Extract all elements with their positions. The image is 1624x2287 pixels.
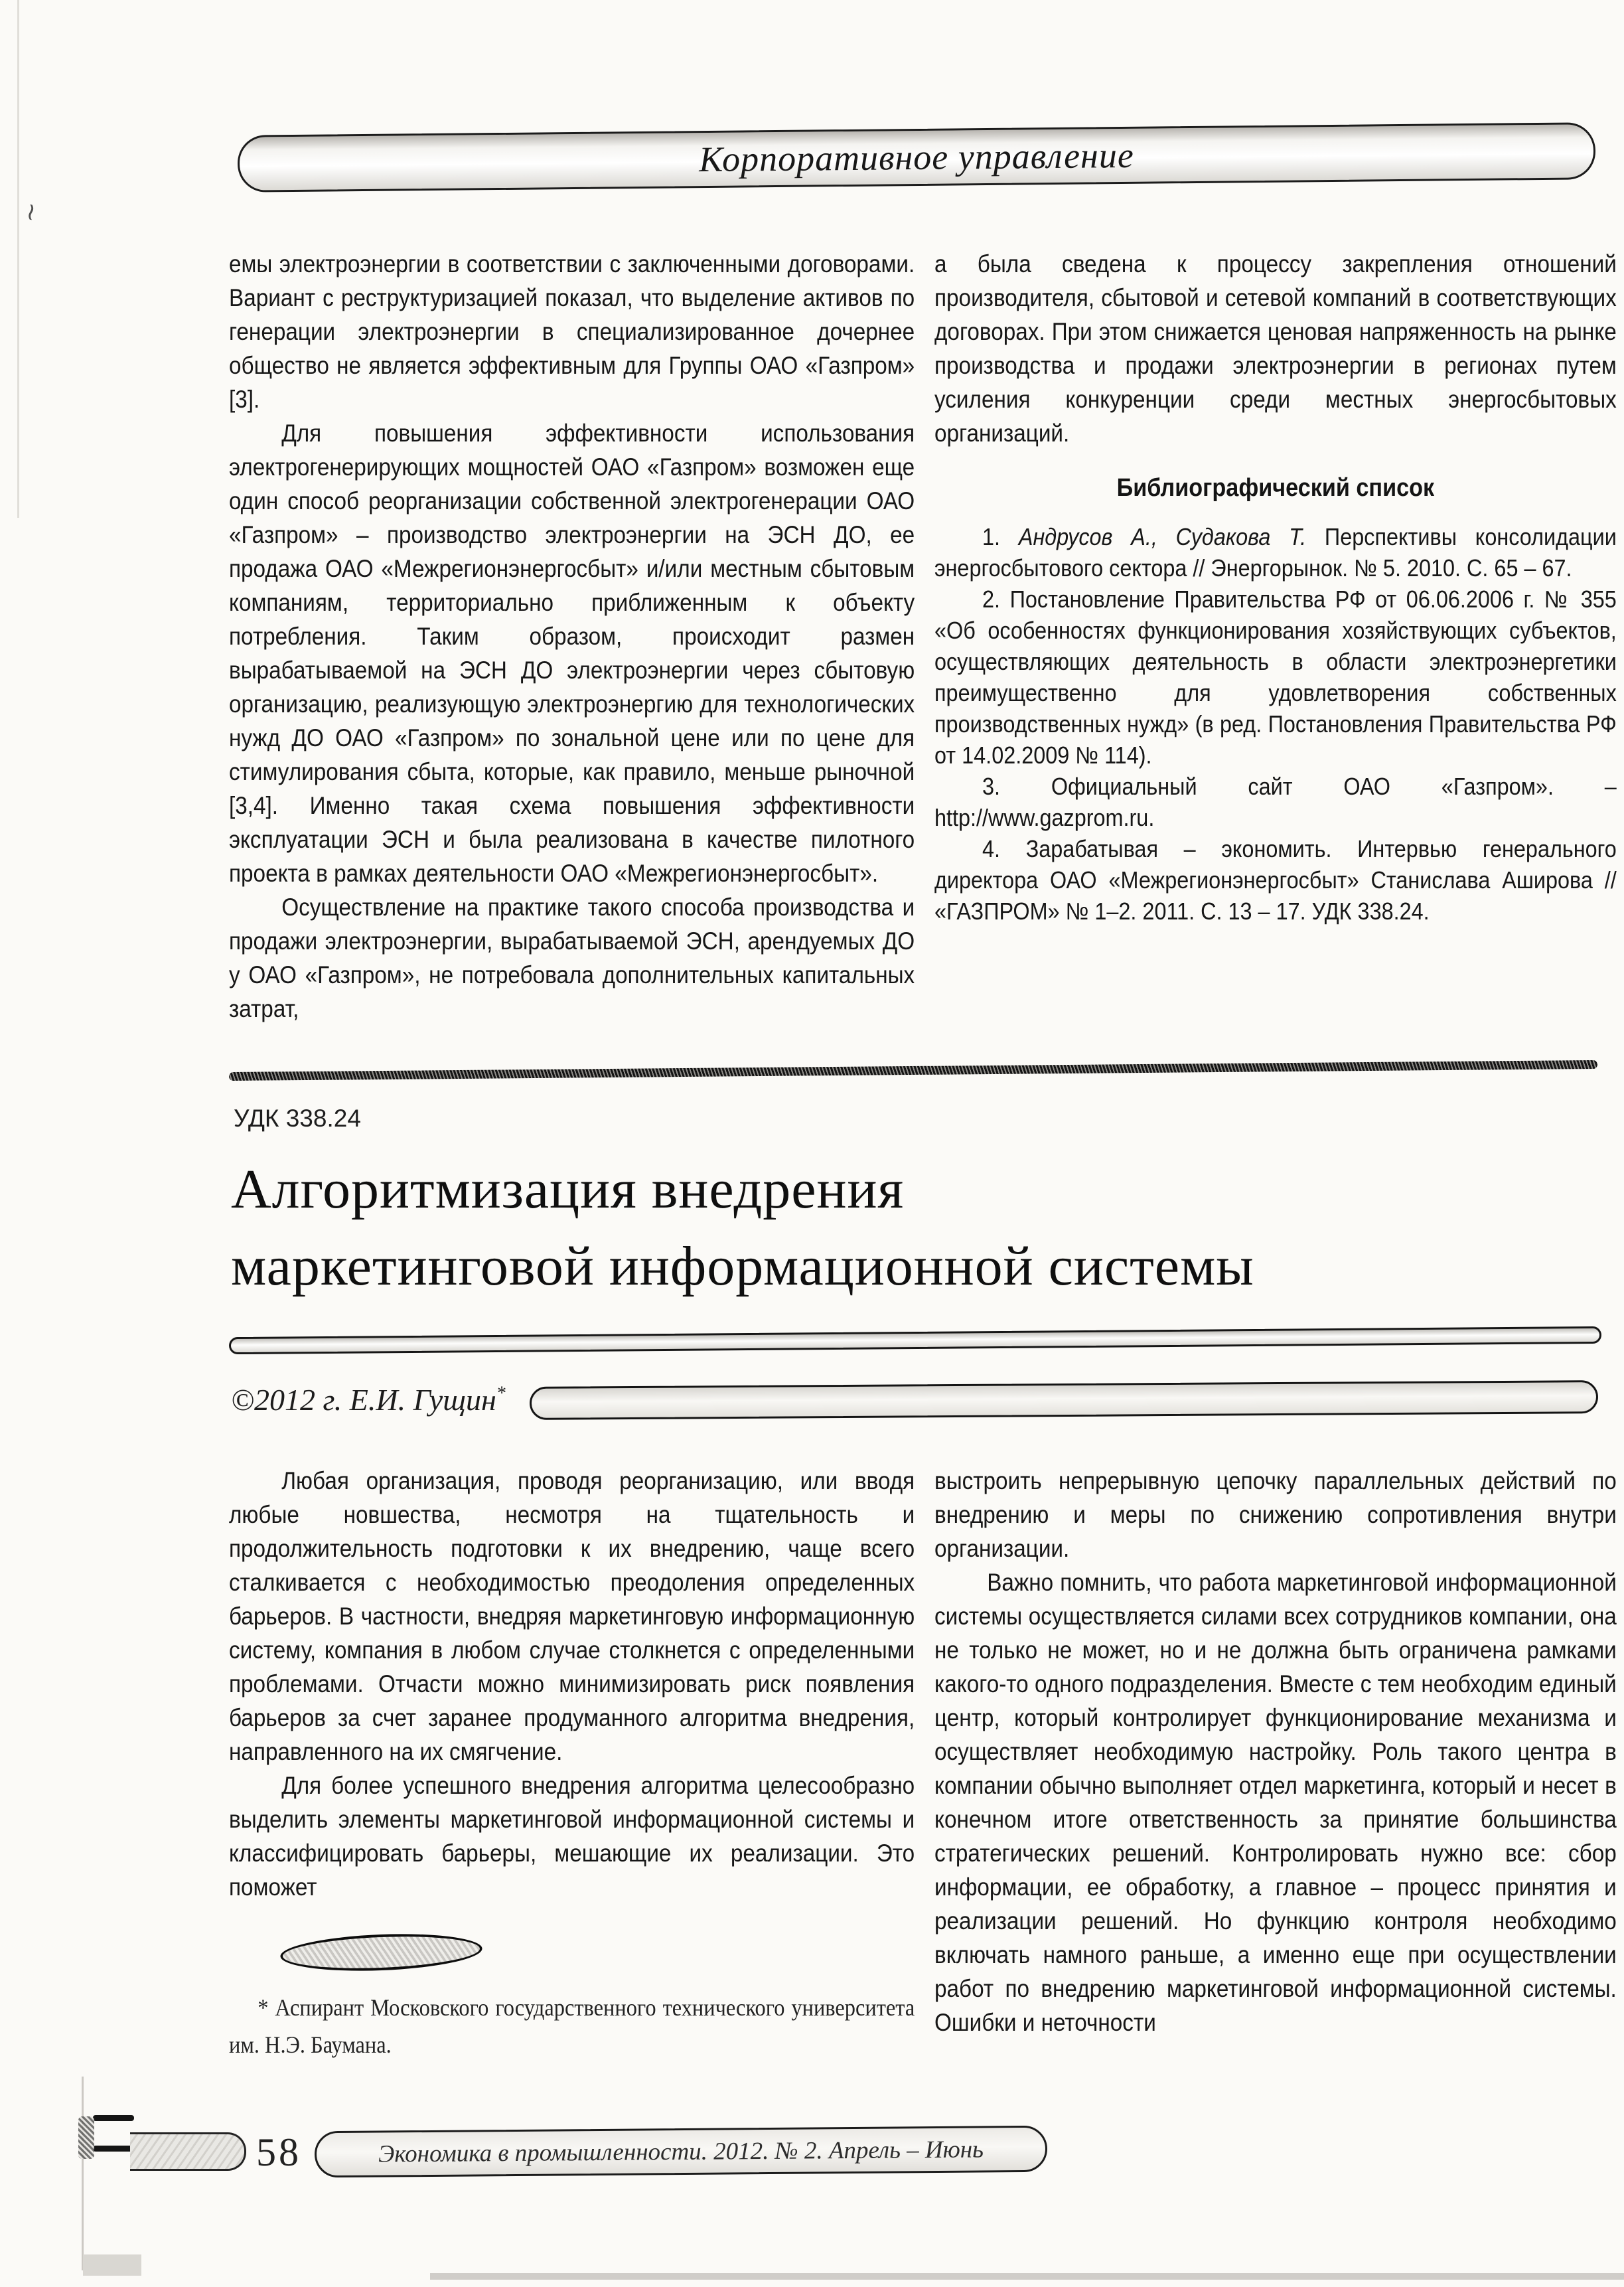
udc-code: УДК 338.24 — [234, 1105, 361, 1132]
reference-text: Перспективы консолидации энергосбытового сектора // Энергорынок. № 5. 2010. С. 65 – 67. — [934, 523, 1617, 582]
reference-text: Постановление Правительства РФ от 06.06.2006 г. № 355 «Об особенностях функционирования хозяйствующих субъектов, осуществляющих деятельность в области электроэнергетики преимущественно для удовлетворения собственных производственных нужд» (в ред. Постановления Правительства РФ от 14.02.2009 № 114). — [934, 586, 1617, 769]
footer-journal-text: Экономика в промышленности. 2012. № 2. Апрель – Июнь — [378, 2135, 984, 2168]
article-title-line2: маркетинговой информационной системы — [231, 1235, 1254, 1297]
section-banner — [238, 122, 1596, 193]
prev-article-left-column — [229, 247, 915, 1026]
prev-article-right-column — [934, 247, 1617, 927]
author-name: ©2012 г. Е.И. Гущин — [231, 1383, 496, 1417]
article-title-line1: Алгоритмизация внедрения — [231, 1158, 905, 1220]
section-divider — [229, 1060, 1597, 1081]
reference-text: Официальный сайт ОАО «Газпром». – http://www.gazprom.ru. — [934, 773, 1617, 831]
reference-number: 2. — [982, 586, 1010, 613]
paragraph: емы электроэнергии в соответствии с заключенными договорами. Вариант с реструктуризацией показал, что выделение активов по генерации электроэнергии в специализированное дочернее общество не является эффективным для Группы ОАО «Газпром» [3]. — [229, 250, 915, 413]
page-number: 58 — [256, 2130, 301, 2174]
paragraph: Важно помнить, что работа маркетинговой информационной системы осуществляется силами всех сотрудников компании, она не только не может, но и не должна быть ограничена рамками какого-то одного подразделения. Вместе с тем необходим единый центр, который контролирует функционирование механизма и осуществляет необходимую настройку. Роль такого центра в компании обычно выполняет отдел маркетинга, который и несет в конечном итоге ответственность за принятие большинства стратегических решений. Контролировать нужно все: сбор информации, ее обработку, а главное – процесс принятия и реализации решений. Но функцию контроля необходимо включать намного раньше, а именно еще при осуществлении работ по внедрению маркетинговой информационной системы. Ошибки и неточности — [934, 1569, 1617, 2036]
bibliography-heading: Библиографический список — [1116, 474, 1435, 502]
reference-number: 3. — [982, 773, 1051, 800]
article-title — [231, 1151, 1558, 1305]
footnote-divider — [280, 1931, 483, 1974]
paragraph: Для повышения эффективности использования электрогенерирующих мощностей ОАО «Газпром» возможен еще один способ реорганизации собственной электрогенерации ОАО «Газпром» – производство электроэнергии на ЭСН ДО, ее продажа ОАО «Межрегионэнергосбыт» и/или местным сбытовым компаниям, территориально приближенным к объекту потребления. Таким образом, происходит размен вырабатываемой на ЭСН ДО электроэнергии через сбытовую организацию, реализующую электроэнергию для технологических нужд ДО ОАО «Газпром» по зональной цене или по цене для стимулирования сбыта, которые, как правило, меньше рыночной [3,4]. Именно такая схема повышения эффективности эксплуатации ЭСН и была реализована в качестве пилотного проекта в рамках деятельности ОАО «Межрегионэнергосбыт». — [229, 420, 915, 887]
reference-authors: Андрусов А., Судакова Т. — [1018, 523, 1307, 550]
scan-edge-line — [17, 0, 19, 518]
scan-corner-smudge — [83, 2254, 141, 2276]
scan-hatch-mark — [78, 2116, 94, 2159]
scan-edge-line-bottom — [82, 2077, 84, 2270]
scan-dash-mark — [93, 2115, 134, 2121]
footer-left-ornament — [130, 2132, 246, 2171]
scan-pen-mark: ≀ — [24, 197, 38, 226]
paragraph: Для более успешного внедрения алгоритма целесообразно выделить элементы маркетинговой информационной системы и классифицировать барьеры, мешающие их реализации. Это поможет — [229, 1772, 915, 1901]
footnote-mark: * — [496, 1383, 506, 1404]
article-right-column — [934, 1464, 1617, 2039]
section-banner-title: Корпоративное управление — [698, 135, 1135, 180]
scan-bottom-shadow — [430, 2273, 1624, 2280]
reference-item — [934, 833, 1617, 927]
reference-item — [934, 584, 1617, 771]
reference-item — [934, 521, 1617, 584]
paragraph: Осуществление на практике такого способа производства и продажи электроэнергии, вырабатываемой ЭСН, арендуемых ДО у ОАО «Газпром», не потребовала дополнительных капитальных затрат, — [229, 894, 915, 1022]
footnote-text: * Аспирант Московского государственного технического университета им. Н.Э. Баумана. — [229, 1994, 915, 2058]
title-divider — [229, 1326, 1601, 1354]
article-left-column — [229, 1464, 915, 2063]
reference-number: 4. — [982, 835, 1026, 862]
scan-dash-mark — [93, 2146, 134, 2152]
reference-number: 1. — [982, 523, 1019, 550]
footer-journal-banner — [315, 2126, 1048, 2178]
paragraph: выстроить непрерывную цепочку параллельных действий по внедрению и меры по снижению сопротивления внутри организации. — [934, 1467, 1617, 1562]
author-rule-bar — [530, 1380, 1599, 1420]
reference-item — [934, 771, 1617, 833]
author-copyright-line — [231, 1382, 506, 1417]
author-row — [231, 1382, 1598, 1417]
reference-text: Зарабатывая – экономить. Интервью генерального директора ОАО «Межрегионэнергосбыт» Станислава Аширова // «ГАЗПРОМ» № 1–2. 2011. С. 13 – 17. УДК 338.24. — [934, 835, 1617, 925]
paragraph: Любая организация, проводя реорганизацию, или вводя любые новшества, несмотря на тщательность и продолжительность подготовки к их внедрению, чаще всего сталкивается с необходимостью преодоления определенных барьеров. В частности, внедряя маркетинговую информационную систему, компания в любом случае столкнется с определенными проблемами. Отчасти можно минимизировать риск появления барьеров за счет заранее продуманного алгоритма внедрения, направленного на их смягчение. — [229, 1467, 915, 1765]
paragraph: а была сведена к процессу закрепления отношений производителя, сбытовой и сетевой компаний в соответствующих договорах. При этом снижается ценовая напряженность на рынке производства и продажи электроэнергии в регионах путем усиления конкуренции среди местных энергосбытовых организаций. — [934, 250, 1617, 447]
